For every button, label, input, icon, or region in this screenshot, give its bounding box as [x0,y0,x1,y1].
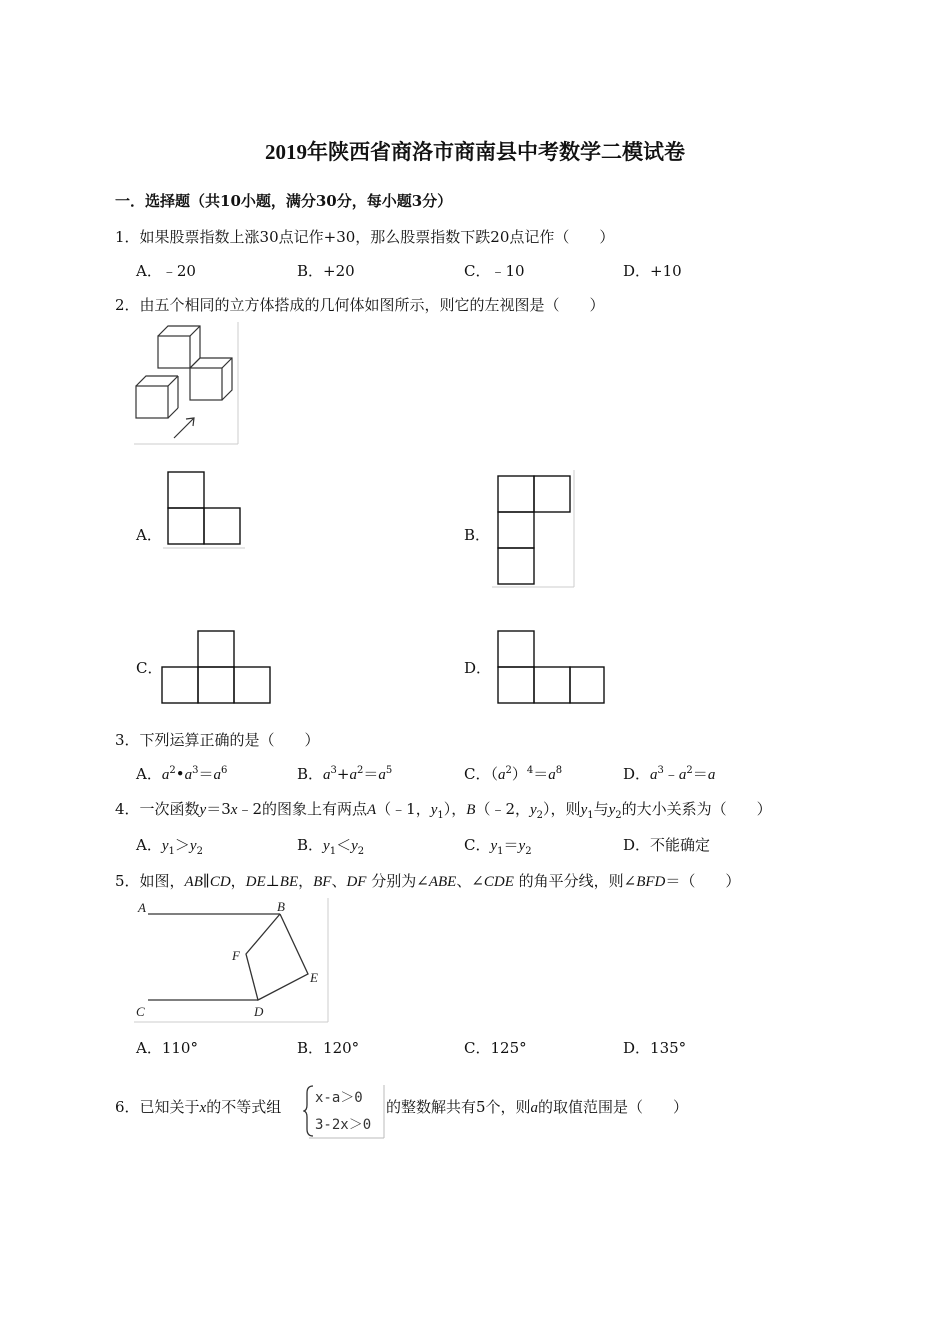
q2-option-a-label[interactable]: A． [136,526,162,544]
q4-option-b-label: B． [297,836,324,854]
q5-option-c[interactable]: C．125° [464,1039,527,1057]
q1-option-c[interactable]: C．﹣10 [464,262,525,280]
q3-option-d-label: D． [623,765,651,783]
q5-geometry-figure [134,896,330,1024]
q4-stem-part-c: 的大小关系为（ ） [621,800,772,818]
section-heading: 一．选择题（共10小题，满分30分，每小题3分） [115,192,453,210]
q4-stem-part-a: 4．一次函数 [115,800,200,818]
q4-option-b[interactable]: B．$y_1<y_2$ [297,836,365,857]
question-6-stem-right: 的整数解共有5个，则a的取值范围是（ ） [386,1098,689,1116]
q3-option-c-label: C． [464,765,491,783]
q5-label-c: C [136,1004,145,1019]
q2-option-d-figure[interactable] [494,629,606,705]
q3-option-a-label: A． [136,765,162,783]
q6-inequality-system [303,1083,387,1139]
q6-stem-part-d: 的取值范围是（ ） [538,1098,689,1116]
q4-option-a-label: A． [136,836,162,854]
q1-option-d[interactable]: D．+10 [623,262,682,280]
q4-option-d[interactable] [623,834,710,855]
question-4-stem: 4．一次函数y＝3x﹣2的图象上有两点A（﹣1，$y_1$），B（﹣2，$y_2$），则$y_1$与$y_2$的大小关系为（ ） [115,800,772,821]
q5-option-d[interactable]: D．135° [623,1039,687,1057]
q6-stem-part-b: 的不等式组 [206,1098,282,1116]
q1-option-b[interactable]: B．+20 [297,262,355,280]
question-2-stem: 2．由五个相同的立方体搭成的几何体如图所示，则它的左视图是（ ） [115,296,605,314]
q2-option-b-figure[interactable] [492,470,578,588]
q2-option-c-label[interactable]: C． [136,659,163,677]
q5-label-a: A [138,900,146,915]
q5-label-b: B [277,899,285,914]
q2-option-c-figure[interactable] [160,629,272,705]
q5-label-d: D [254,1004,264,1019]
q4-option-a[interactable]: A．$y_1>y_2$ [136,836,203,857]
q5-label-f: F [232,948,240,963]
q6-stem-part-a: 6．已知关于 [115,1098,200,1116]
question-6-stem-left: 6．已知关于x的不等式组 [115,1098,282,1116]
page-title: 2019年陕西省商洛市商南县中考数学二模试卷 [265,140,685,164]
q5-option-b[interactable]: B．120° [297,1039,360,1057]
q3-option-b[interactable]: B．$a^3+a^2=a^5$ [297,765,393,783]
q3-option-a[interactable]: A．$a^2•a^3=a^6$ [136,765,228,783]
q4-stem-part-b: 的图象上有两点 [261,800,367,818]
q5-option-a[interactable]: A．110° [136,1039,198,1057]
q4-option-d-label: D． [623,836,651,854]
q4-option-c-label: C． [464,836,491,854]
q6-inequality-2: 3-2x＞0 [315,1117,372,1133]
question-1-stem: 1．如果股票指数上涨30点记作+30，那么股票指数下跌20点记作（ ） [115,228,615,246]
question-3-stem: 3．下列运算正确的是（ ） [115,731,320,749]
q4-option-d-text: 不能确定 [650,836,711,854]
q6-stem-part-c: 的整数解共有5个，则 [386,1098,531,1116]
q3-option-c[interactable]: C．$(a^2)^4=a^8$ [464,765,563,783]
q5-label-e: E [310,970,318,985]
q2-option-a-figure[interactable] [163,470,247,550]
q3-option-b-label: B． [297,765,324,783]
q6-inequality-1: x-a＞0 [315,1090,363,1106]
q4-option-c[interactable]: C．$y_1=y_2$ [464,836,532,857]
q2-option-b-label[interactable]: B． [464,526,491,544]
q2-solid-figure [134,322,240,446]
q5-stem-part-a: 5．如图， [115,872,185,890]
question-5-stem: 5．如图，AB∥CD，DE⊥BE，BF、DF 分别为∠ABE、∠CDE 的角平分线，则∠BFD＝（ ） [115,872,741,890]
q3-option-d[interactable]: D．$a^3﹣a^2=a$ [623,765,716,783]
q1-option-a[interactable]: A．﹣20 [136,262,196,280]
q2-option-d-label[interactable]: D． [464,659,492,677]
